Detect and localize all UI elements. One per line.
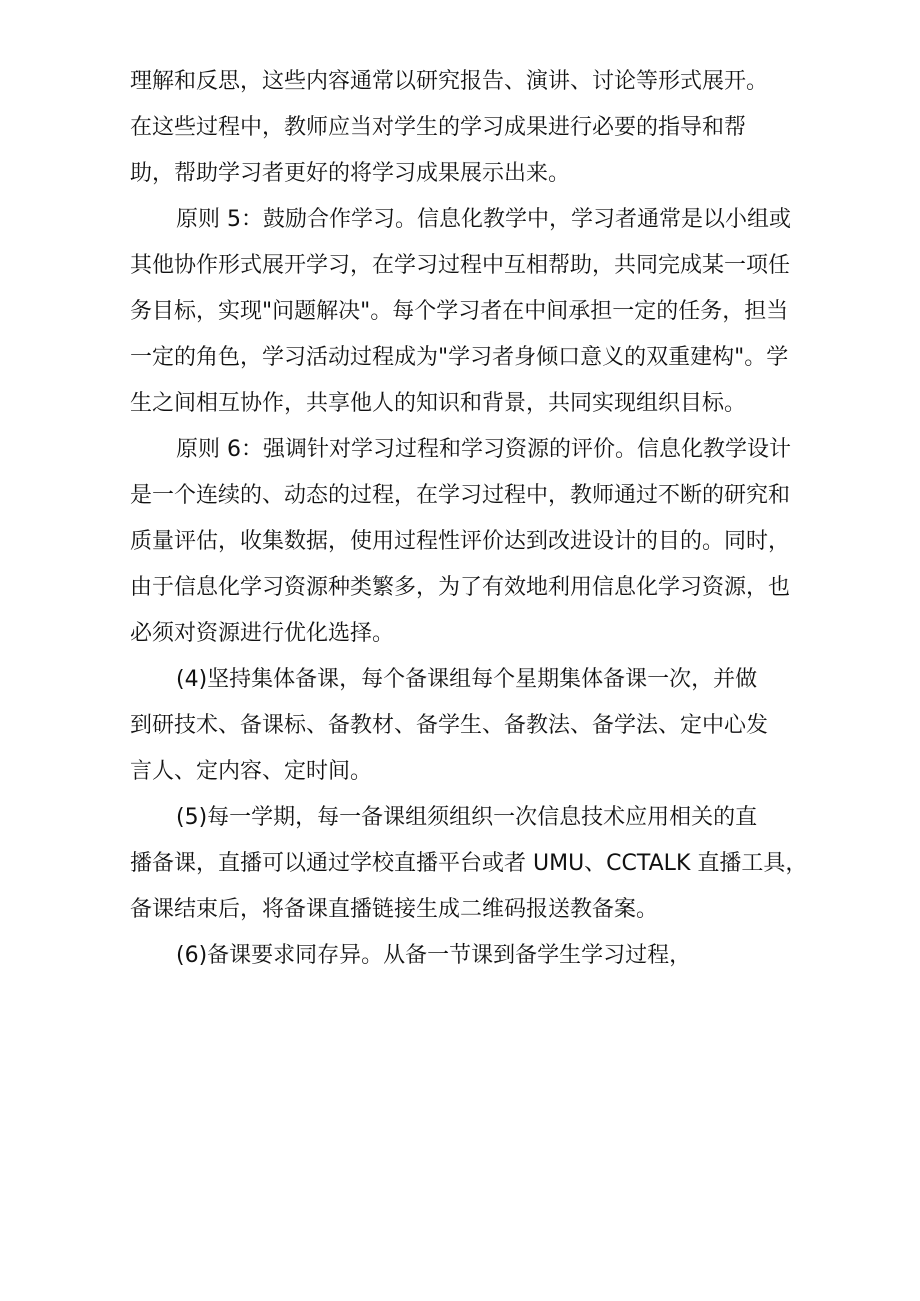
text-line: 其他协作形式展开学习，在学习过程中互相帮助，共同完成某一项任 (130, 253, 791, 278)
document-body (130, 66, 830, 986)
text-line: 备课结束后，将备课直播链接生成二维码报送教备案。 (130, 897, 659, 922)
paragraph-continuation (130, 66, 830, 189)
text-line: 生之间相互协作，共享他人的知识和背景，共同实现组织目标。 (130, 391, 747, 416)
paragraph-principle-6 (130, 434, 830, 649)
paragraph-item-4 (130, 664, 830, 787)
text-line: (6)备课要求同存异。从备一节课到备学生学习过程， (176, 943, 692, 968)
text-line: 到研技术、备课标、备教材、备学生、备教法、备学法、定中心发 (130, 713, 769, 738)
text-line: 理解和反思，这些内容通常以研究报告、演讲、讨论等形式展开。 (130, 69, 769, 94)
text-line: 助，帮助学习者更好的将学习成果展示出来。 (130, 161, 571, 186)
text-line: 务目标，实现"问题解决"。每个学习者在中间承担一定的任务，担当 (130, 299, 789, 324)
text-line: (5)每一学期，每一备课组须组织一次信息技术应用相关的直 (176, 805, 758, 830)
text-line: 言人、定内容、定时间。 (130, 759, 373, 784)
text-line: 播备课，直播可以通过学校直播平台或者 UMU、CCTALK 直播工具， (130, 851, 808, 876)
paragraph-item-5 (130, 802, 830, 925)
text-line: (4)坚持集体备课，每个备课组每个星期集体备课一次，并做 (176, 667, 758, 692)
text-line: 一定的角色，学习活动过程成为"学习者身倾口意义的双重建构"。学 (130, 345, 789, 370)
text-line: 由于信息化学习资源种类繁多，为了有效地利用信息化学习资源，也 (130, 575, 791, 600)
text-line: 是一个连续的、动态的过程，在学习过程中，教师通过不断的研究和 (130, 483, 791, 508)
text-line: 质量评估，收集数据，使用过程性评价达到改进设计的目的。同时， (130, 529, 791, 554)
paragraph-item-6 (130, 940, 830, 971)
text-line: 原则 5：鼓励合作学习。信息化教学中，学习者通常是以小组或 (176, 207, 791, 232)
text-line: 原则 6：强调针对学习过程和学习资源的评价。信息化教学设计 (176, 437, 791, 462)
paragraph-principle-5 (130, 204, 830, 419)
text-line: 在这些过程中，教师应当对学生的学习成果进行必要的指导和帮 (130, 115, 747, 140)
text-line: 必须对资源进行优化选择。 (130, 621, 395, 646)
